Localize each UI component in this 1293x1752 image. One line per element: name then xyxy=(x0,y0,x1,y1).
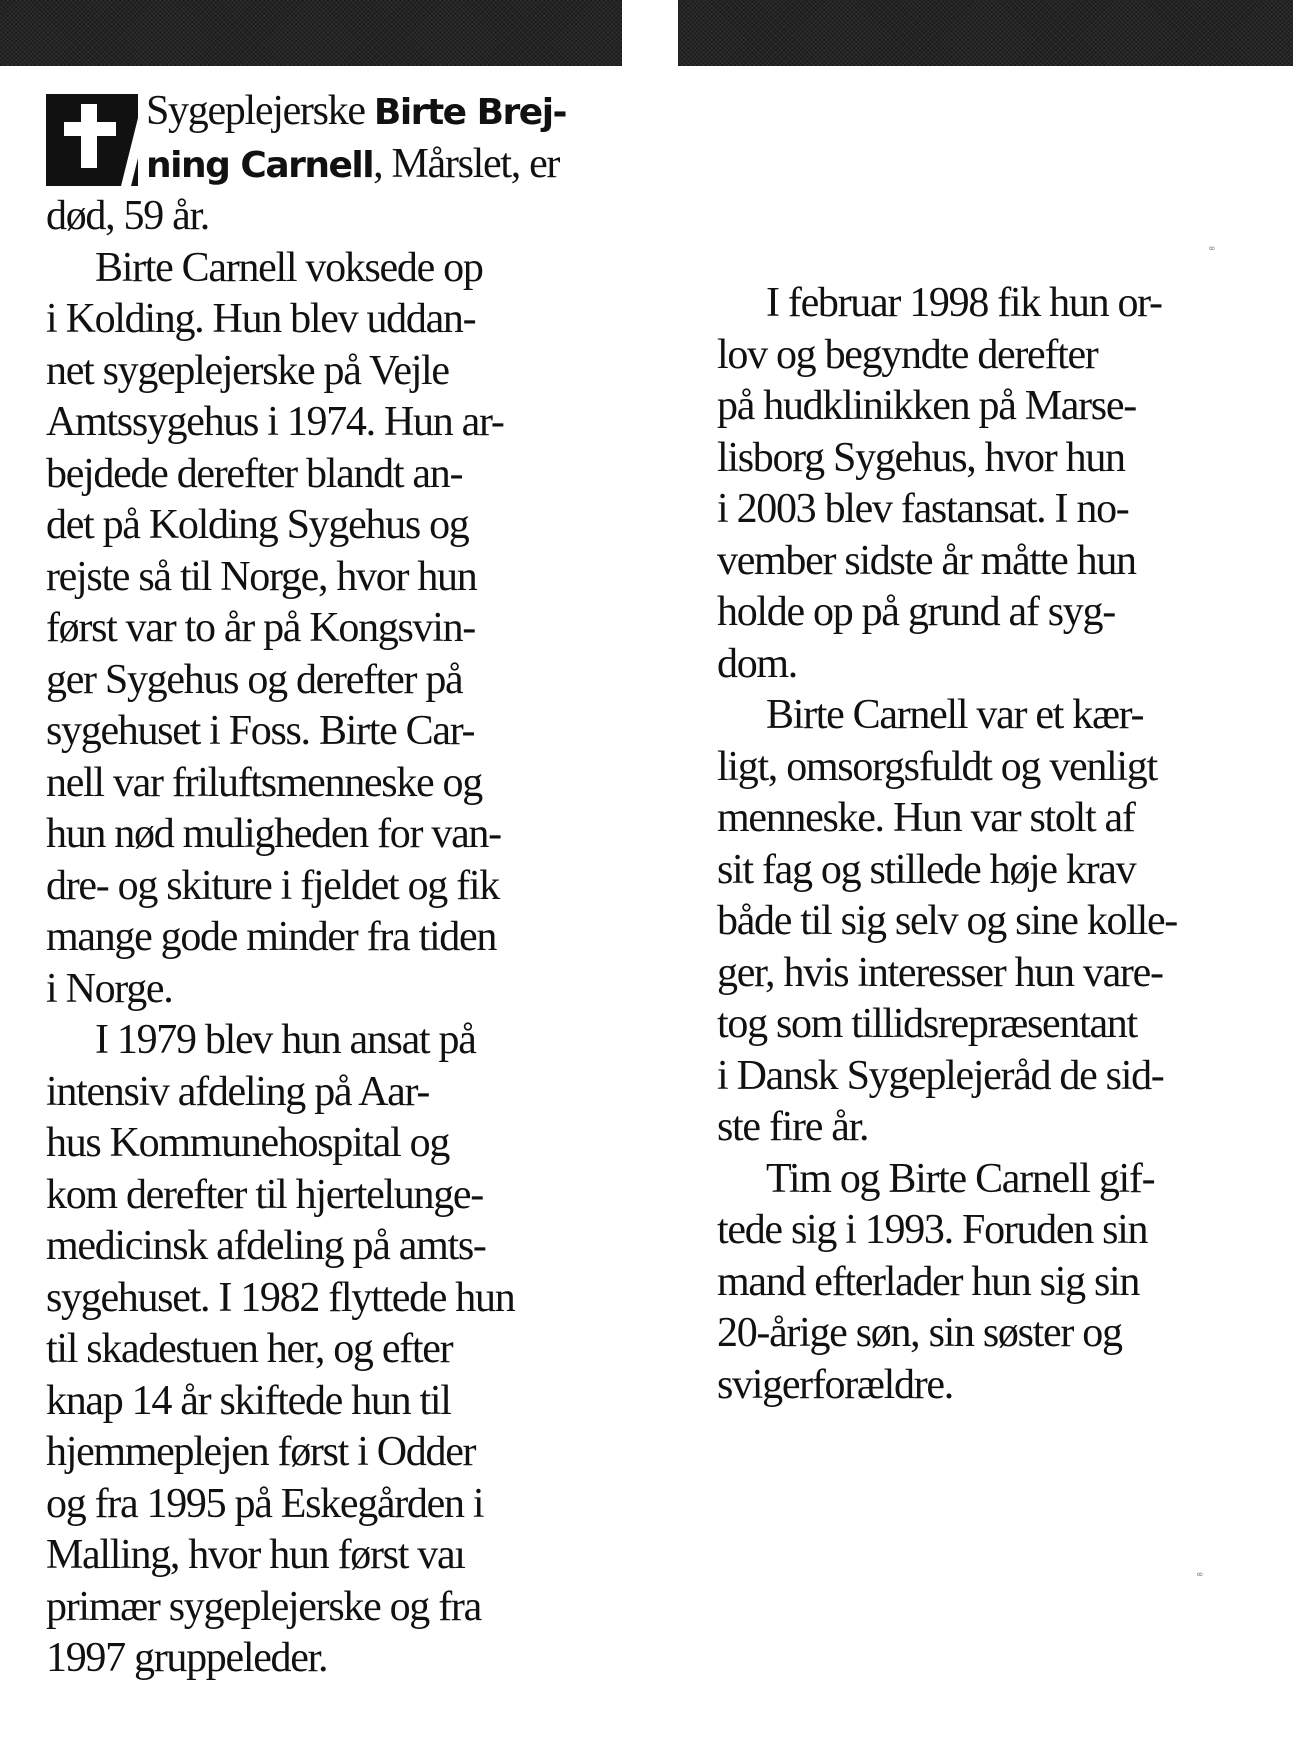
lead-after-name: , Mårslet, er xyxy=(373,140,560,187)
right-body-text xyxy=(717,278,1293,1411)
text-line: Malling, hvor hun først vaı xyxy=(46,1532,465,1578)
lead-line-1 xyxy=(46,86,646,139)
text-line: svigerforældre. xyxy=(717,1361,953,1408)
text-line: dre- og skiture i fjeldet og fik xyxy=(46,862,499,909)
text-line: sygehuset. I 1982 flyttede hun xyxy=(46,1274,515,1321)
text-line: lisborg Sygehus, hvor hun xyxy=(717,434,1125,481)
text-line: menneske. Hun var stolt af xyxy=(717,795,1135,841)
text-line: bejdede derefter blandt an- xyxy=(46,450,463,497)
text-line: hjemmeplejen først i Odder xyxy=(46,1429,476,1475)
text-line: hun nød muligheden for van- xyxy=(46,811,501,857)
text-line: Amtssygehus i 1974. Hun ar- xyxy=(46,399,504,445)
text-line: ger, hvis interesser hun vare- xyxy=(717,949,1163,996)
text-line: mange gode minder fra tiden xyxy=(46,914,497,960)
text-line: medicinsk afdeling på amts- xyxy=(46,1223,486,1269)
deceased-name-part2: ning Carnell xyxy=(146,144,374,186)
text-line: hus Kommunehospital og xyxy=(46,1120,450,1166)
article-column-right xyxy=(717,278,1293,1411)
text-line: ger Sygehus og derefter på xyxy=(46,656,463,703)
text-line: i Kolding. Hun blev uddan- xyxy=(46,296,476,342)
text-line: nell var friluftsmenneske og xyxy=(46,759,482,806)
lead-line-3: død, 59 år. xyxy=(46,193,210,239)
text-line: 20-årige søn, sin søster og xyxy=(717,1310,1122,1356)
deceased-name-part1: Birte Brej- xyxy=(373,92,566,133)
text-line: Birte Carnell var et kær- xyxy=(766,692,1144,738)
text-line: kom derefter til hjertelunge- xyxy=(46,1171,483,1218)
text-line: i 2003 blev fastansat. I no- xyxy=(717,486,1129,532)
text-line: holde op på grund af syg- xyxy=(717,589,1115,635)
text-line: Tim og Birte Carnell gif- xyxy=(766,1155,1155,1202)
text-line: til skadestuen her, og efter xyxy=(46,1326,453,1372)
text-line: sit fag og stillede høje krav xyxy=(717,846,1136,893)
text-line: Birte Carnell voksede op xyxy=(95,244,483,291)
text-line: på hudklinikken på Marse- xyxy=(717,383,1136,429)
text-line: både til sig selv og sine kolle- xyxy=(717,898,1177,944)
text-line: lov og begyndte derefter xyxy=(717,331,1098,378)
header-bar-right xyxy=(678,0,1293,66)
left-body-text xyxy=(46,243,646,1685)
text-line: 1997 gruppeleder. xyxy=(46,1635,328,1681)
text-line: det på Kolding Sygehus og xyxy=(46,502,469,548)
text-line: mand efterlader hun sig sin xyxy=(717,1258,1140,1305)
text-line: ste fire år. xyxy=(717,1104,869,1150)
text-line: tog som tillidsrepræsentant xyxy=(717,1001,1137,1047)
text-line: i Norge. xyxy=(46,965,173,1012)
header-bar-left xyxy=(0,0,622,66)
text-line: rejste så til Norge, hvor hun xyxy=(46,553,477,600)
text-line: først var to år på Kongsvin- xyxy=(46,605,475,651)
text-line: knap 14 år skiftede hun til xyxy=(46,1377,451,1424)
text-line: og fra 1995 på Eskegården i xyxy=(46,1480,484,1527)
text-line: I 1979 blev hun ansat på xyxy=(95,1017,476,1063)
lead-line-2 xyxy=(46,139,646,192)
text-line: vember sidste år måtte hun xyxy=(717,537,1136,584)
text-line: ligt, omsorgsfuldt og venligt xyxy=(717,743,1157,790)
print-speck: ∞ xyxy=(1208,244,1216,254)
text-line: I februar 1998 fik hun or- xyxy=(766,280,1162,326)
text-line: sygehuset i Foss. Birte Car- xyxy=(46,708,475,754)
article-column-left xyxy=(46,86,646,1685)
text-line: tede sig i 1993. Foruden sin xyxy=(717,1207,1148,1253)
print-speck: ∞ xyxy=(1196,1570,1204,1580)
text-line: primær sygeplejerske og fra xyxy=(46,1583,481,1630)
text-line: intensiv afdeling på Aar- xyxy=(46,1068,430,1115)
text-line: i Dansk Sygeplejeråd de sid- xyxy=(717,1052,1164,1099)
lead-title-prefix: Sygeplejerske xyxy=(146,88,374,134)
text-line: net sygeplejerske på Vejle xyxy=(46,347,449,394)
text-line: dom. xyxy=(717,640,797,687)
